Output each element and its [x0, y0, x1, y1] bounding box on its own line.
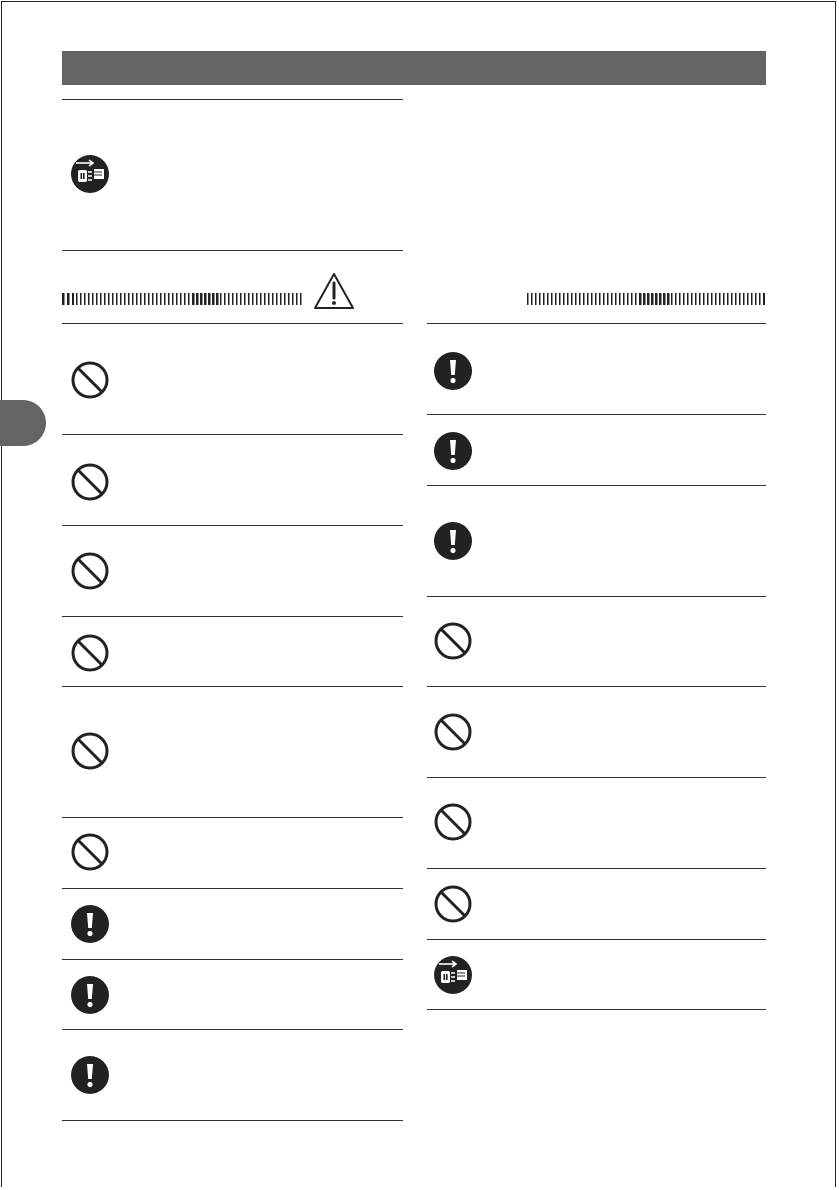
mandatory-icon — [70, 1055, 110, 1095]
divider — [62, 817, 403, 818]
prohibition-icon — [70, 360, 110, 400]
prohibition-icon — [70, 731, 110, 771]
prohibition-icon — [70, 551, 110, 591]
divider — [427, 485, 766, 486]
unplug-icon — [433, 955, 473, 995]
divider — [427, 777, 766, 778]
prohibition-icon — [433, 884, 473, 924]
divider — [62, 888, 403, 889]
mandatory-icon — [70, 904, 110, 944]
divider — [62, 686, 403, 687]
divider — [427, 323, 766, 324]
divider — [62, 525, 403, 526]
section-header-bar — [62, 51, 766, 85]
divider — [62, 959, 403, 960]
unplug-icon — [70, 154, 110, 194]
divider — [427, 1009, 766, 1010]
mandatory-icon — [70, 975, 110, 1015]
prohibition-icon — [433, 802, 473, 842]
divider — [62, 1029, 403, 1030]
caution-triangle-icon — [313, 272, 355, 310]
divider — [62, 323, 403, 324]
prohibition-icon — [433, 712, 473, 752]
prohibition-icon — [433, 621, 473, 661]
warning-heading-bar — [62, 293, 302, 305]
prohibition-icon — [70, 633, 110, 673]
mandatory-icon — [433, 351, 473, 391]
prohibition-icon — [70, 832, 110, 872]
divider — [427, 414, 766, 415]
divider — [62, 1120, 403, 1121]
divider — [427, 868, 766, 869]
mandatory-icon — [433, 431, 473, 471]
warning-heading-bar — [527, 293, 767, 305]
divider — [427, 686, 766, 687]
divider — [62, 250, 403, 251]
chapter-side-tab — [0, 400, 46, 446]
prohibition-icon — [70, 462, 110, 502]
divider — [427, 939, 766, 940]
mandatory-icon — [433, 521, 473, 561]
divider — [62, 434, 403, 435]
divider — [427, 596, 766, 597]
divider — [62, 616, 403, 617]
divider — [62, 99, 403, 100]
